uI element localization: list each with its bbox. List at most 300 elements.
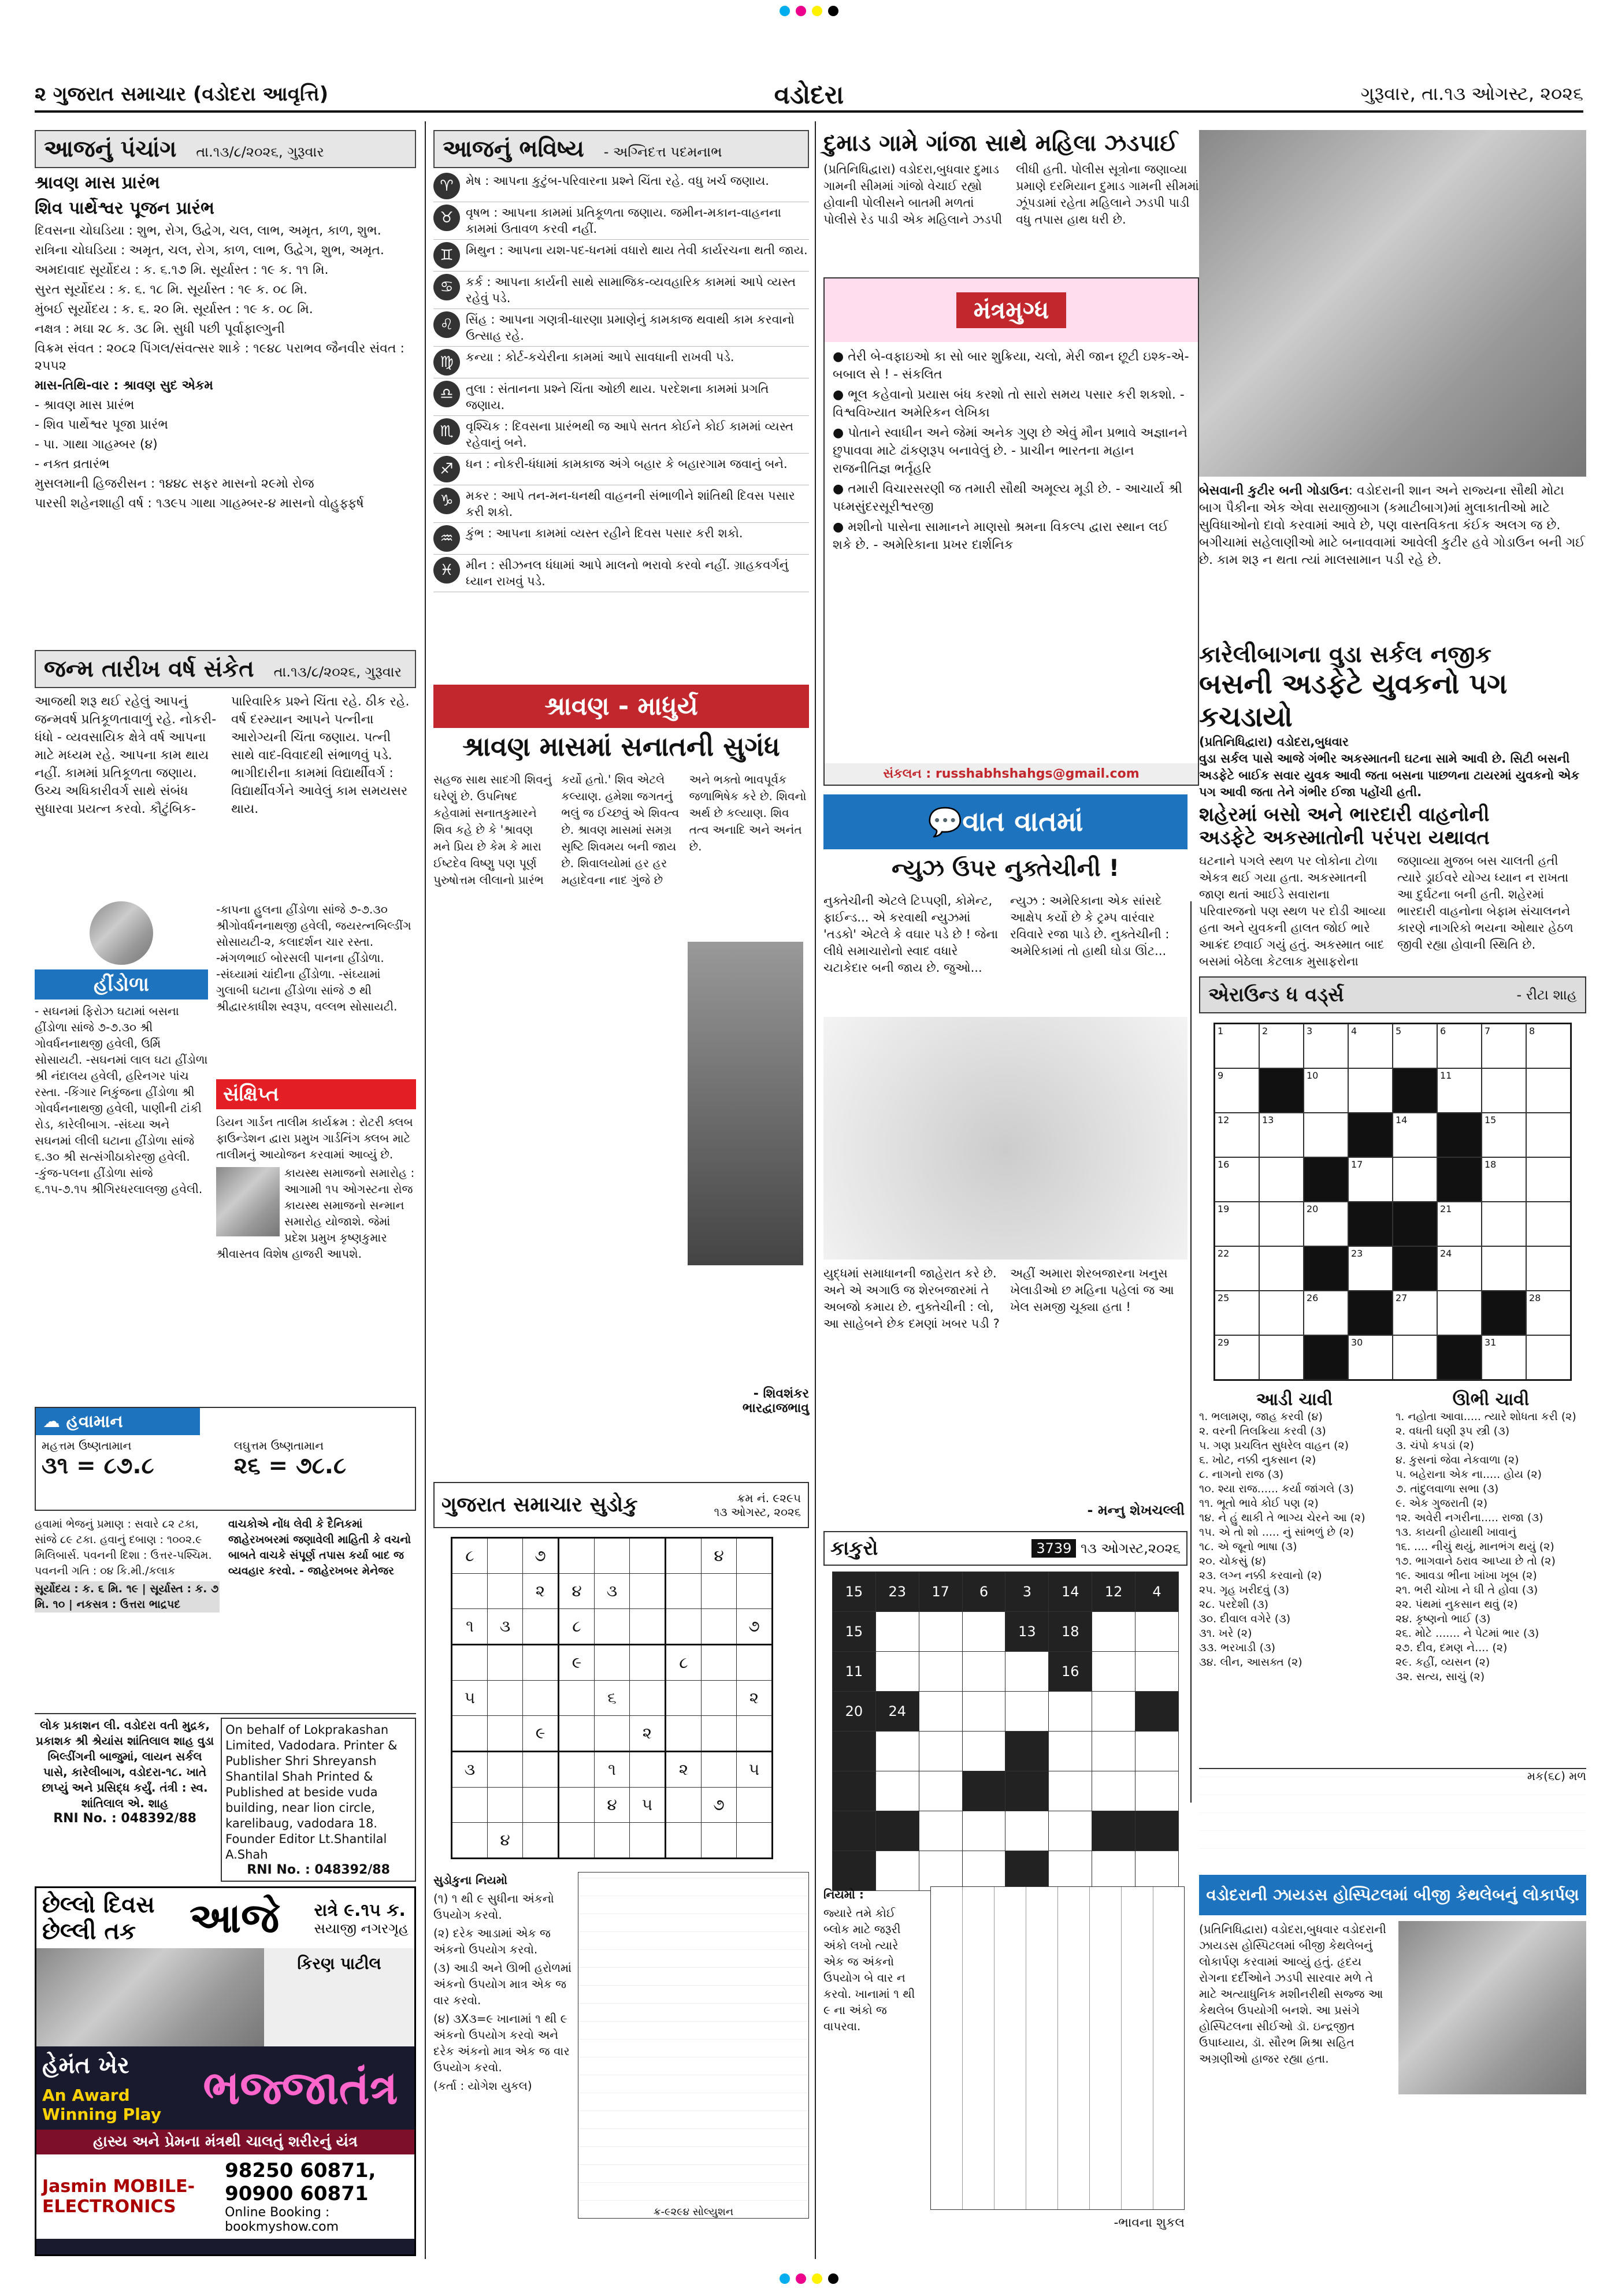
sudoku-cell[interactable]: ૧ [595, 1752, 630, 1788]
sudoku-cell[interactable] [488, 1752, 523, 1788]
kakuro-rules-text: જ્યારે તમે કોઈ બ્લોક માટે જરૂરી અંકો લખો ત્યારે એક જ અંકનો ઉપયોગ બે વાર ન કરવો. ખાનામાં ૧ થી ૯ ના અંકો જ વાપરવા. [823, 1906, 915, 2033]
kakuro-clue-cell: 15 [833, 1612, 876, 1652]
kakuro-cell[interactable] [1005, 1811, 1049, 1851]
panchang-line: - નક્ત વ્રતારંભ [35, 457, 110, 471]
kakuro-clue-cell [1005, 1851, 1049, 1891]
sudoku-cell[interactable]: ૮ [666, 1645, 702, 1681]
panchang-line: વિક્રમ સંવત : ૨૦૮૨ પિંગલ/સંવત્સર શાકે : ૧૯૪૮ પરાભવ જૈનવીર સંવત : ૨૫૫૨ [35, 341, 404, 373]
sudoku-cell[interactable] [630, 1823, 666, 1859]
sudoku-cell[interactable]: ૬ [595, 1681, 630, 1716]
zodiac-row [433, 170, 809, 202]
kakuro-number: 3739 [1031, 1539, 1076, 1558]
crossword-cell[interactable] [1215, 1202, 1259, 1246]
crossword-cell[interactable] [1393, 1335, 1437, 1380]
cyan-dot [780, 6, 790, 16]
sudoku-compiler: (કર્તા : યોગેશ યુકલ) [433, 2079, 532, 2093]
sudoku-cell[interactable] [559, 1752, 595, 1788]
crossword-cell[interactable] [1304, 1024, 1348, 1068]
zodiac-text: કન્યા : કોર્ટ-કચેરીના કામમાં આપે સાવધાની રાખવી પડે. [466, 350, 734, 364]
ad-venue: સયાજી નગરગૃહ [314, 1920, 409, 1937]
kakuro-title: કાકુરો [830, 1537, 878, 1560]
kakuro-clue-cell: 4 [1135, 1572, 1179, 1612]
sudoku-cell[interactable] [666, 1788, 702, 1823]
crossword-cell-number: 8 [1529, 1026, 1535, 1036]
sudoku-cell[interactable] [523, 1681, 559, 1716]
sudoku-rule: (૨) દરેક આડામાં એક જ અંકનો ઉપયોગ કરવો. [433, 1926, 551, 1956]
sudoku-cell[interactable]: ૨ [523, 1574, 559, 1609]
kakuro-cell[interactable] [1092, 1692, 1135, 1732]
sudoku-cell[interactable] [630, 1681, 666, 1716]
sudoku-cell[interactable] [737, 1716, 773, 1752]
crossword-cell[interactable] [1526, 1246, 1571, 1291]
sudoku-cell[interactable]: ૨ [666, 1752, 702, 1788]
crossword-cell-number: 16 [1218, 1159, 1230, 1170]
kakuro-cell[interactable] [962, 1811, 1005, 1851]
sudoku-cell[interactable] [523, 1823, 559, 1859]
kakuro-cell[interactable] [1005, 1692, 1049, 1732]
crossword-cell[interactable] [1215, 1157, 1259, 1202]
zodiac-text: કુંભ : આપના કામમાં વ્યસ્ત રહીને દિવસ પસાર કરી શકો. [466, 526, 743, 540]
crossword-cell-number: 14 [1396, 1114, 1408, 1125]
zodiac-row [433, 347, 809, 378]
cartoon-title: ન્યુઝ ઉપર નુક્તેચીની ! [891, 855, 1120, 882]
sudoku-cell[interactable] [737, 1538, 773, 1574]
cloud-icon: ☁ [43, 1411, 66, 1432]
across-clue: ૧૪. ને હું થાકી તે ભાગ્ય ચેરને આ (૨) [1199, 1511, 1365, 1524]
crossword-cell[interactable] [1526, 1291, 1571, 1335]
mantra-quote: ● ભૂલ કહેવાનો પ્રયાસ બંધ કરશો તો સારો સમય પસાર કરી શકશો. - વિશ્વવિખ્યાત અમેરિકન લેખિકા [833, 388, 1185, 420]
crossword-cell[interactable] [1393, 1157, 1437, 1202]
page-date: ગુરૂવાર, તા.૧૩ ઓગસ્ટ, ૨૦૨૬ [1360, 83, 1583, 105]
sudoku-cell[interactable] [595, 1538, 630, 1574]
kakuro-cell[interactable] [1092, 1732, 1135, 1771]
crossword-cell[interactable] [1304, 1113, 1348, 1157]
crossword-cell[interactable] [1348, 1068, 1393, 1113]
kakuro-cell[interactable] [1005, 1652, 1049, 1692]
kakuro-clue-cell: 24 [875, 1692, 919, 1732]
cartoon-body: નુક્તેચીની એટલે ટિપ્પણી, કોમેન્ટ, ફાઈન્ડ... એ કરવાથી ન્યુઝમાં 'તડકો' એટલે કે વઘાર પડે છે ! જેના લીધે સમાચારોનો સ્વાદ વધારે ચટાકેદાર બની જાય છે. જુઓ... ન્યુઝ : અમેરિકાના એક સાંસદે આક્ષેપ કર્યો છે કે ટ્રમ્પ વારંવાર રવિવારે રજા પાડે છે. નુક્તેચીની : અમેરિકામાં તો હાથી ઘોડા ઊંટ... [823, 894, 1170, 975]
kakuro-cell[interactable] [962, 1851, 1005, 1891]
kakuro-cell[interactable] [919, 1771, 962, 1811]
zodiac-icon: ♓ [433, 557, 460, 584]
sudoku-cell[interactable] [488, 1538, 523, 1574]
down-clue: ૯. એક ગુજરાતી (૨) [1396, 1497, 1488, 1510]
sudoku-cell[interactable]: ૨ [737, 1681, 773, 1716]
down-clue: ૨૧. ભરી ચોખા ને ઘી તે હોવા (૩) [1396, 1584, 1538, 1596]
sudoku-cell[interactable] [488, 1645, 523, 1681]
crossword-cell[interactable] [1393, 1113, 1437, 1157]
sudoku-cell[interactable] [666, 1823, 702, 1859]
down-clue: ૩૨. સત્ય, સાચું (૨) [1396, 1670, 1485, 1683]
crossword-block [1304, 1246, 1348, 1291]
sudoku-cell[interactable] [559, 1823, 595, 1859]
sudoku-cell[interactable] [666, 1681, 702, 1716]
kakuro-clue-cell [1005, 1732, 1049, 1771]
sudoku-cell[interactable] [666, 1609, 702, 1645]
sudoku-cell[interactable] [702, 1681, 737, 1716]
down-clue: ૭. તાંદુલવાળા સભા (૩) [1396, 1483, 1499, 1495]
crossword-cell-number: 19 [1218, 1203, 1230, 1214]
crossword-cell[interactable] [1482, 1246, 1526, 1291]
kakuro-cell[interactable] [962, 1692, 1005, 1732]
kakuro-clue-cell: 15 [833, 1572, 876, 1612]
sudoku-cell[interactable] [702, 1716, 737, 1752]
crossword-cell-number: 10 [1307, 1070, 1319, 1081]
kakuro-cell[interactable] [1135, 1732, 1179, 1771]
kamatibaug-photo [1199, 130, 1586, 477]
sudoku-cell[interactable] [452, 1788, 488, 1823]
play-advertisement[interactable] [35, 1886, 416, 2256]
crossword-cell[interactable] [1348, 1246, 1393, 1291]
crossword-cell[interactable] [1437, 1202, 1482, 1246]
sudoku-cell[interactable]: ૩ [488, 1609, 523, 1645]
crossword-solution-text: મક(૬૮) મળ [1527, 1769, 1586, 1783]
zodiac-icon: ♎ [433, 381, 460, 407]
kakuro-cell[interactable] [1135, 1851, 1179, 1891]
crossword-cell-number: 31 [1485, 1337, 1497, 1348]
sudoku-cell[interactable] [559, 1681, 595, 1716]
across-clue: ૧૧. ભૂતો ભાવે કોઈ પણ (૨) [1199, 1497, 1319, 1510]
crossword-cell[interactable] [1348, 1024, 1393, 1068]
zodiac-icon: ♉ [433, 205, 460, 231]
crossword-cell-number: 17 [1351, 1159, 1363, 1170]
crossword-cell[interactable] [1259, 1157, 1304, 1202]
kakuro-cell[interactable] [875, 1771, 919, 1811]
crossword-cell[interactable] [1348, 1335, 1393, 1380]
kakuro-cell[interactable] [919, 1692, 962, 1732]
down-clue: ૪. કુસનાં જેવા નેકવાળા (૨) [1396, 1454, 1519, 1466]
zodiac-row [433, 416, 809, 454]
panchang-header [35, 130, 416, 168]
ad-award: An Award Winning Play [42, 2086, 162, 2124]
crossword-cell[interactable] [1215, 1335, 1259, 1380]
sudoku-cell[interactable]: ૧ [452, 1609, 488, 1645]
zodiac-icon: ♏ [433, 418, 460, 445]
kakuro-cell[interactable] [1049, 1732, 1092, 1771]
kakuro-cell[interactable] [1092, 1612, 1135, 1652]
sudoku-cell[interactable] [452, 1645, 488, 1681]
crossword-cell-number: 6 [1440, 1026, 1446, 1036]
janma-section [35, 650, 416, 912]
crossword-cell[interactable] [1526, 1024, 1571, 1068]
crossword-cell[interactable] [1259, 1024, 1304, 1068]
crossword-solution [1199, 1768, 1586, 1866]
zodiac-text: સિંહ : આપના ગણત્રી-ધારણા પ્રમાણેનું કામકાજ થવાથી કામ કરવાનો ઉત્સાહ રહે. [466, 313, 795, 343]
kakuro-cell[interactable] [875, 1652, 919, 1692]
sudoku-cell[interactable] [737, 1574, 773, 1609]
crossword-block [1348, 1113, 1393, 1157]
across-clue: ૨૮. પરદેશી (૩) [1199, 1598, 1269, 1611]
crossword-cell[interactable] [1437, 1246, 1482, 1291]
mantra-quotes [825, 342, 1198, 562]
sudoku-cell[interactable]: ૭ [523, 1538, 559, 1574]
crossword-cell[interactable] [1526, 1157, 1571, 1202]
sudoku-cell[interactable]: ૯ [559, 1645, 595, 1681]
sudoku-cell[interactable] [630, 1609, 666, 1645]
sankshipt-title: સંક્ષિપ્ત [216, 1079, 416, 1109]
kakuro-cell[interactable] [962, 1732, 1005, 1771]
crossword-cell-number: 1 [1218, 1026, 1224, 1036]
panchang-line: સુરત સૂર્યોદય : ક. ૬. ૧૮ મિ. સૂર્યાસ્ત : ૧૯ ક. ૦૮ મિ. [35, 283, 308, 297]
min-temp-label: લઘુત્તમ ઉષ્ણતામાન [233, 1439, 324, 1452]
crossword-cell[interactable] [1437, 1068, 1482, 1113]
crossword-cell[interactable] [1215, 1246, 1259, 1291]
sudoku-cell[interactable] [523, 1788, 559, 1823]
crossword-block [1348, 1202, 1393, 1246]
zodiac-text: મીન : સીઝનલ ધંધામાં આપે માલનો ભરાવો કરવો નહીં. ગ્રાહકવર્ગનું ધ્યાન રાખવું પડે. [466, 558, 789, 588]
janma-header [35, 650, 416, 688]
sudoku-cell[interactable] [595, 1716, 630, 1752]
crossword-cell[interactable] [1215, 1068, 1259, 1113]
crossword-cell-number: 9 [1218, 1070, 1224, 1081]
sudoku-cell[interactable] [595, 1823, 630, 1859]
crossword-cell[interactable] [1215, 1113, 1259, 1157]
top-news-body: (પ્રતિનિધિદ્વારા) વડોદરા,બુધવાર દુમાડ ગામની સીમમાં ગાંજો વેચાઈ રહ્યો હોવાની પોલીસને બાતમી મળતાં પોલીસે રેડ પાડી એક મહિલાને ઝડપી લીધી હતી. પોલીસ સૂત્રોના જણાવ્યા પ્રમાણે દરમિયાન દુમાડ ગામની સીમમાં ઝૂંપડામાં રહેતા મહિલાને ઝડપી પાડી વધુ તપાસ હાથ ધરી છે. [823, 162, 1199, 226]
black-dot [828, 6, 838, 16]
kakuro-cell[interactable] [1049, 1771, 1092, 1811]
kakuro-cell[interactable] [1135, 1771, 1179, 1811]
zodiac-list [433, 168, 809, 592]
kakuro-cell[interactable] [919, 1612, 962, 1652]
kakuro-cell[interactable] [1135, 1652, 1179, 1692]
janma-body: આજથી શરૂ થઈ રહેલું આપનું જન્મવર્ષ પ્રતિકૂળતાવાળું રહે. નોકરી-ધંધો - વ્યવસાયિક ક્ષેત્રે વર્ષ આપના માટે મધ્યમ રહે. આપના કામ થાય નહીં. કામમાં પ્રતિકૂળતા જણાય. ઉચ્ચ અધિકારીવર્ગ સાથે સંબંધ સુધારવા પ્રયત્ન કરવો. કૌટુંબિક-પારિવારિક પ્રશ્ને ચિંતા રહે. ઠીક રહે. વર્ષ દરમ્યાન આપને પત્નીના આરોગ્યની ચિંતા જણાય. પત્ની સાથે વાદ-વિવાદથી સંભાળવું પડે. ભાગીદારીના કામમાં વિદ્યાર્થીવર્ગ : વિદ્યાર્થીવર્ગને આવેલું કામ સમયસર થાય. [35, 694, 410, 816]
shravan-body: સહજ સાથ સાદગી શિવનું ઘરેણું છે. ઉપનિષદ કહેવામાં સનાતકુમારને શિવ કહે છે કે 'શ્રાવણ મને પ્રિય છે કેમ કે મારા ઈષ્ટદેવ વિષ્ણુ પણ પૂર્ણ પુરુષોત્તમ લીલાનો પ્રારંભ કર્યો હતો.' શિવ એટલે કલ્યાણ. હમેશા જગતનું ભલું જ ઈચ્છવું એ શિવત્વ છે. શ્રાવણ માસમાં સમગ્ર સૃષ્ટિ શિવમય બની જાય છે. શિવાલયોમાં હર હર મહાદેવના નાદ ગુંજે છે અને ભક્તો ભાવપૂર્વક જળાભિષેક કરે છે. શિવનો અર્થ છે કલ્યાણ. શિવ તત્વ અનાદિ અને અનંત છે. [433, 772, 807, 887]
sudoku-cell[interactable] [559, 1788, 595, 1823]
sudoku-cell[interactable]: ૫ [737, 1752, 773, 1788]
sudoku-rule: (૧) ૧ થી ૯ સુધીના અંકનો ઉપયોગ કરવો. [433, 1892, 554, 1922]
top-news-title: દુમાડ ગામે ગાંજા સાથે મહિલા ઝડપાઈ [823, 130, 1178, 157]
kakuro-header [823, 1531, 1187, 1566]
sudoku-solution-grid [578, 1872, 809, 2219]
ad-actress: કિરણ પાટીલ [297, 1954, 381, 1973]
sudoku-cell[interactable]: ૪ [702, 1538, 737, 1574]
crossword-cell[interactable] [1259, 1202, 1304, 1246]
kakuro-cell[interactable] [1092, 1652, 1135, 1692]
sudoku-cell[interactable]: ૫ [452, 1681, 488, 1716]
crossword-cell[interactable] [1304, 1068, 1348, 1113]
crossword-cell[interactable] [1526, 1335, 1571, 1380]
publisher-gu: લોક પ્રકાશન લી. વડોદરા વતી મુદ્રક, પ્રકાશક શ્રી શ્રેયાંસ શાંતિલાલ શાહ વુડા બિલ્ડીંગની બાજુમાં, લાયન સર્કલ પાસે, કારેલીબાગ, વડોદરા-૧૮. ખાતે છાપ્યું અને પ્રસિદ્ધ કર્યું. તંત્રી : સ્વ. શાંતિલાલ એ. શાહ [35, 1718, 214, 1810]
kakuro-cell[interactable] [1049, 1692, 1092, 1732]
kakuro-rules [823, 1886, 922, 2037]
kakuro-cell[interactable] [1135, 1612, 1179, 1652]
crossword-author: - રીટા શાહ [1516, 987, 1577, 1003]
kakuro-clue-cell [1135, 1692, 1179, 1732]
kakuro-cell[interactable] [919, 1732, 962, 1771]
sudoku-cell[interactable] [702, 1823, 737, 1859]
down-clue: ૨. વધતી ઘણી રૂપ સ્ત્રી (૩) [1396, 1425, 1510, 1437]
kakuro-cell[interactable] [919, 1652, 962, 1692]
ad-sponsor: Jasmin MOBILE-ELECTRONICS [42, 2176, 195, 2217]
crossword-cell[interactable] [1526, 1202, 1571, 1246]
mantra-contact[interactable]: સંકલન : russhabhshahgs@gmail.com [825, 763, 1198, 785]
ad-today: આજે [189, 1894, 280, 1942]
sudoku-cell[interactable] [702, 1609, 737, 1645]
sudoku-cell[interactable] [523, 1752, 559, 1788]
kakuro-clue-cell: 13 [1005, 1612, 1049, 1652]
sudoku-cell[interactable]: ૮ [452, 1538, 488, 1574]
black-dot [828, 2273, 838, 2284]
crossword-cell[interactable] [1259, 1246, 1304, 1291]
crossword-cell[interactable] [1304, 1291, 1348, 1335]
sudoku-cell[interactable]: ૪ [559, 1574, 595, 1609]
down-title: ઊભી ચાવી [1452, 1390, 1530, 1410]
sudoku-cell[interactable] [595, 1645, 630, 1681]
sudoku-cell[interactable] [737, 1823, 773, 1859]
zodiac-icon: ♐ [433, 456, 460, 482]
kakuro-cell[interactable] [919, 1811, 962, 1851]
zodiac-row [433, 309, 809, 347]
sudoku-solution-label: ક્ર-૯૨૯૪ સોલ્યુશન [578, 2206, 808, 2218]
sudoku-cell[interactable] [702, 1574, 737, 1609]
sudoku-cell[interactable] [452, 1823, 488, 1859]
crossword-grid [1214, 1023, 1572, 1381]
crossword-cell[interactable] [1526, 1068, 1571, 1113]
crossword-cell[interactable] [1437, 1024, 1482, 1068]
kakuro-cell[interactable] [1092, 1851, 1135, 1891]
crossword-cell[interactable] [1482, 1335, 1526, 1380]
sudoku-cell[interactable] [630, 1645, 666, 1681]
hospital-body: (પ્રતિનિધિદ્વારા) વડોદરા,બુધવાર વડોદરાની ઝાયડસ હોસ્પિટલમાં બીજી કેથલેબનું લોકાર્પણ કરવામાં આવ્યું હતું. હૃદય રોગના દર્દીઓને ઝડપી સારવાર મળે તે માટે અત્યાધુનિક મશીનરીથી સજ્જ આ કેથલેબ ઉપયોગી બનશે. આ પ્રસંગે હોસ્પિટલના સીઈઓ ડૉ. ઇન્દ્રજીત ઉપાધ્યાય, ડૉ. સૌરભ મિશ્રા સહિત અગ્રણીઓ હાજર રહ્યા હતા. [1199, 1922, 1386, 2065]
sudoku-cell[interactable]: ૭ [737, 1609, 773, 1645]
crossword-cell-number: 4 [1351, 1026, 1357, 1036]
across-clue: ૩૪. લીન, આસક્ત (૨) [1199, 1656, 1302, 1669]
sudoku-cell[interactable] [702, 1645, 737, 1681]
down-clue: ૫. બહેરાના એક ના..... હોય (૨) [1396, 1468, 1542, 1481]
crossword-cell-number: 21 [1440, 1203, 1452, 1214]
sudoku-cell[interactable] [630, 1574, 666, 1609]
sudoku-cell[interactable] [488, 1574, 523, 1609]
sudoku-cell[interactable] [666, 1538, 702, 1574]
sudoku-cell[interactable]: ૩ [595, 1574, 630, 1609]
crossword-cell[interactable] [1259, 1291, 1304, 1335]
sudoku-cell[interactable]: ૯ [523, 1716, 559, 1752]
kakuro-cell[interactable] [875, 1732, 919, 1771]
crossword-cell[interactable] [1393, 1024, 1437, 1068]
kakuro-cell[interactable] [1092, 1771, 1135, 1811]
kakuro-cell[interactable] [919, 1851, 962, 1891]
crossword-block [1393, 1246, 1437, 1291]
crossword-clues [1199, 1390, 1586, 1684]
sudoku-cell[interactable]: ૭ [702, 1788, 737, 1823]
crossword-cell[interactable] [1526, 1113, 1571, 1157]
cartoon-author: - મન્નુ શેખચલ્લી [1087, 1502, 1185, 1518]
kakuro-cell[interactable] [962, 1612, 1005, 1652]
sudoku-rules-title: સુડોકુના નિયમો [433, 1873, 507, 1887]
zodiac-text: વૃશ્ચિક : દિવસના પ્રારંભથી જ આપે સતત કોઈને કોઈ કામમાં વ્યસ્ત રહેવાનું બને. [466, 419, 794, 449]
sudoku-cell[interactable]: ૮ [559, 1609, 595, 1645]
zodiac-icon: ♊ [433, 242, 460, 269]
kakuro-cell[interactable] [962, 1652, 1005, 1692]
crossword-cell[interactable] [1482, 1024, 1526, 1068]
panchang-line: દિવસના ચોઘડિયા : શુભ, રોગ, ઉદ્વેગ, ચલ, લાભ, અમૃત, કાળ, શુભ. [35, 224, 381, 238]
crossword-cell[interactable] [1393, 1291, 1437, 1335]
across-title: આડી ચાવી [1256, 1390, 1333, 1410]
sudoku-cell[interactable] [737, 1788, 773, 1823]
sudoku-cell[interactable] [559, 1538, 595, 1574]
publisher-block [35, 1713, 416, 1881]
kakuro-cell[interactable] [875, 1851, 919, 1891]
reader-notice: વાચકોએ નોંધ લેવી કે દૈનિકમાં જાહેરખબરમાં જણાવેલી માહિતી કે વચનો બાબતે વાચકે સંપૂર્ણ તપાસ કર્યા બાદ જ વ્યવહાર કરવો. - જાહેરખબર મેનેજર [228, 1518, 411, 1577]
sudoku-cell[interactable]: ૪ [595, 1788, 630, 1823]
crossword-cell[interactable] [1259, 1113, 1304, 1157]
crossword-cell-number: 13 [1262, 1114, 1274, 1125]
crossword-cell-number: 30 [1351, 1337, 1363, 1348]
sudoku-cell[interactable] [702, 1752, 737, 1788]
sudoku-cell[interactable] [523, 1645, 559, 1681]
panchang-line: માસ-તિથિ-વાર : શ્રાવણ સુદ એકમ [35, 378, 213, 393]
crossword-cell[interactable] [1348, 1157, 1393, 1202]
crossword-cell[interactable] [1482, 1068, 1526, 1113]
sudoku-cell[interactable] [488, 1681, 523, 1716]
zodiac-row [433, 378, 809, 416]
crossword-cell[interactable] [1215, 1024, 1259, 1068]
across-clue: ૬. ખોટ, નક્કી નુકસાન (૨) [1199, 1454, 1316, 1466]
sudoku-cell[interactable]: ૪ [488, 1823, 523, 1859]
zodiac-icon: ♈ [433, 173, 460, 199]
crossword-block [1348, 1291, 1393, 1335]
crossword-block [1304, 1157, 1348, 1202]
bullet-icon: ● [833, 350, 848, 364]
crossword-cell[interactable] [1482, 1202, 1526, 1246]
down-clue: ૨૯. કહીં, વ્યસન (૨) [1396, 1656, 1490, 1669]
sudoku-cell[interactable] [737, 1645, 773, 1681]
sudoku-cell[interactable] [630, 1538, 666, 1574]
sudoku-cell[interactable] [452, 1716, 488, 1752]
crossword-cell[interactable] [1304, 1202, 1348, 1246]
zodiac-text: મેષ : આપના કુટુંબ-પરિવારના પ્રશ્ને ચિંતા રહે. વધુ ખર્ચ જણાય. [466, 174, 769, 188]
kakuro-clue-cell: 20 [833, 1692, 876, 1732]
hindola-body: -કાપના હુલના હીંડોળા સાંજે ૭-૭.૩૦ શ્રીગોવર્ધનનાથજી હવેલી, જયરત્નબિલ્ડીંગ સોસાયટી-૨, કલાદર્શન ચાર રસ્તા. -મંગળભાઈ બોરસલી પાનના હીંડોળા. -સંઘ્યામાં ચાંદીના હીંડોળા. -સંઘ્યામાં ગુલાબી ઘટાના હીંડોળા સાંજે ૭ થી શ્રીદ્વારકાધીશ સ્વરૂપ, વલ્લભ સોસાયટી. [216, 902, 411, 1013]
sudoku-cell[interactable] [595, 1609, 630, 1645]
ad-contact[interactable]: 98250 60871, 90900 60871 [225, 2159, 376, 2205]
sudoku-cell[interactable]: ૫ [630, 1788, 666, 1823]
kakuro-cell[interactable] [1049, 1811, 1092, 1851]
sudoku-rule: (૪) ૩X૩=૯ ખાનામાં ૧ થી ૯ અંકનો ઉપયોગ કરવો અને દરેક અંકનો માત્ર એક જ વાર ઉપયોગ કરવો. [433, 2012, 570, 2074]
sudoku-cell[interactable] [488, 1716, 523, 1752]
sudoku-cell[interactable] [452, 1574, 488, 1609]
janma-date: તા.૧૩/૮/૨૦૨૬, ગુરૂવાર [273, 664, 402, 680]
sudoku-cell[interactable] [666, 1574, 702, 1609]
hospital-title: વડોદરાની ઝાયડસ હોસ્પિટલમાં બીજી કેથલેબનું લોકાર્પણ [1199, 1875, 1586, 1915]
crossword-cell[interactable] [1437, 1291, 1482, 1335]
crossword-cell[interactable] [1215, 1291, 1259, 1335]
ad-time: રાત્રે ૯.૧૫ ક. [314, 1900, 406, 1920]
sudoku-cell[interactable] [523, 1609, 559, 1645]
panchang-line: મુંબઈ સૂર્યોદય : ક. ૬. ૨૦ મિ. સૂર્યાસ્ત : ૧૯ ક. ૦૮ મિ. [35, 302, 313, 317]
ad-actor: હેમંત ખેર [42, 2052, 129, 2079]
panchang-section [35, 130, 416, 515]
panchang-line: રાત્રિના ચોઘડિયા : અમૃત, ચલ, રોગ, કાળ, લાભ, ઉદ્વેગ, શુભ, અમૃત. [35, 243, 384, 258]
sudoku-cell[interactable] [488, 1788, 523, 1823]
down-clue: ૩. ચંપો કપડાં (૨) [1396, 1439, 1474, 1452]
crossword-cell[interactable] [1482, 1157, 1526, 1202]
sudoku-cell[interactable]: ૨ [630, 1716, 666, 1752]
crossword-cell[interactable] [1259, 1335, 1304, 1380]
page-title: ૨ ગુજરાત સમાચાર (વડોદરા આવૃત્તિ) [35, 83, 329, 106]
mantra-quote: ● તેરી બે-વફાઇઓ કા સો બાર શુક્રિયા, ચલો, મેરી જાન છૂટી ઇશ્ક-એ-બબાલ સે ! - સંકલિત [833, 350, 1189, 382]
ad-booking[interactable]: Online Booking : bookmyshow.com [225, 2205, 339, 2234]
kakuro-cell[interactable] [875, 1612, 919, 1652]
sudoku-cell[interactable] [559, 1716, 595, 1752]
crossword-cell[interactable] [1482, 1113, 1526, 1157]
crossword-block [1437, 1157, 1482, 1202]
kakuro-cell[interactable] [1049, 1851, 1092, 1891]
sudoku-cell[interactable]: ૩ [452, 1752, 488, 1788]
sudoku-cell[interactable] [630, 1752, 666, 1788]
sudoku-cell[interactable] [666, 1716, 702, 1752]
sudoku-grid-wrap [451, 1537, 774, 1859]
